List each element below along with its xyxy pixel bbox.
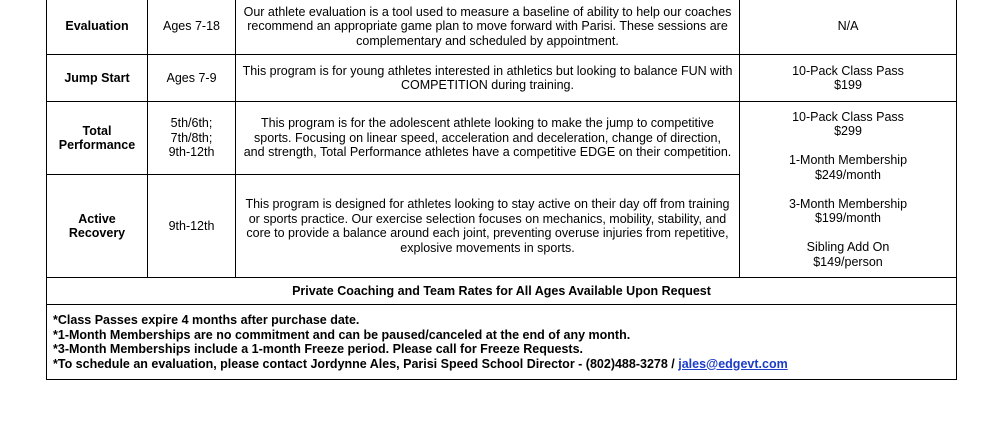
- pricing-value: $249/month: [814, 167, 882, 182]
- pricing-value: $149/person: [813, 254, 883, 269]
- pricing-label: 10-Pack Class Pass: [792, 109, 904, 124]
- shared-pricing: [740, 102, 957, 278]
- program-name: Jump Start: [47, 55, 148, 102]
- program-pricing: N/A: [740, 0, 957, 55]
- pricing-label: 3-Month Membership: [788, 196, 908, 211]
- program-description: Our athlete evaluation is a tool used to measure a baseline of ability to help our coaches recommend an appropriate game plan to move forward with Parisi. These sessions are complementary and scheduled by appointment.: [236, 0, 740, 55]
- private-coaching-note: Private Coaching and Team Rates for All Ages Available Upon Request: [47, 278, 957, 305]
- ages-line: 5th/6th;: [170, 116, 213, 131]
- contact-email-link[interactable]: jales@edgevt.com: [678, 356, 788, 371]
- contact-note: [53, 357, 950, 372]
- program-ages: Ages 7-9: [148, 55, 236, 102]
- program-ages: Ages 7-18: [148, 0, 236, 55]
- program-description: This program is for the adolescent athlete looking to make the jump to competitive sports. Focusing on linear speed, acceleration and deceleration, change of direction, and strength, Total Performance athletes have a competitive EDGE on their competition.: [236, 102, 740, 175]
- contact-text: *To schedule an evaluation, please contact Jordynne Ales, Parisi Speed School Director - (802)488-3278 /: [53, 356, 679, 371]
- pricing-label: Sibling Add On: [806, 240, 890, 255]
- program-pricing: [740, 55, 957, 102]
- program-description: This program is designed for athletes looking to stay active on their day off from training or sports practice. Our exercise selection focuses on mechanics, mobility, stability, and core to provide a balance around each joint, preventing overuse injuries from repetitive, explosive movements in sports.: [236, 175, 740, 278]
- pricing-label: 10-Pack Class Pass: [792, 63, 904, 78]
- footnotes: [47, 305, 957, 380]
- footnote: *1-Month Memberships are no commitment and can be paused/canceled at the end of any month.: [53, 327, 631, 342]
- table-row: [47, 0, 957, 55]
- ages-line: 7th/8th;: [170, 130, 213, 145]
- table-row: [47, 55, 957, 102]
- ages-line: 9th-12th: [168, 145, 215, 160]
- program-ages: [148, 102, 236, 175]
- table-row: [47, 102, 957, 175]
- program-name: Total Performance: [47, 102, 148, 175]
- footnote: *3-Month Memberships include a 1-month Freeze period. Please call for Freeze Requests.: [53, 342, 583, 356]
- program-pricing-table: [46, 0, 957, 380]
- footnote: *Class Passes expire 4 months after purchase date.: [53, 313, 360, 327]
- program-description: This program is for young athletes interested in athletics but looking to balance FUN with COMPETITION during training.: [236, 55, 740, 102]
- pricing-value: $199: [834, 78, 862, 92]
- pricing-value: $299: [834, 124, 862, 139]
- program-name: Active Recovery: [47, 175, 148, 278]
- table-row: [47, 305, 957, 380]
- program-ages: 9th-12th: [148, 175, 236, 278]
- program-name: Evaluation: [47, 0, 148, 55]
- pricing-label: 1-Month Membership: [788, 153, 908, 168]
- pricing-value: $199/month: [814, 211, 882, 226]
- table-row: [47, 278, 957, 305]
